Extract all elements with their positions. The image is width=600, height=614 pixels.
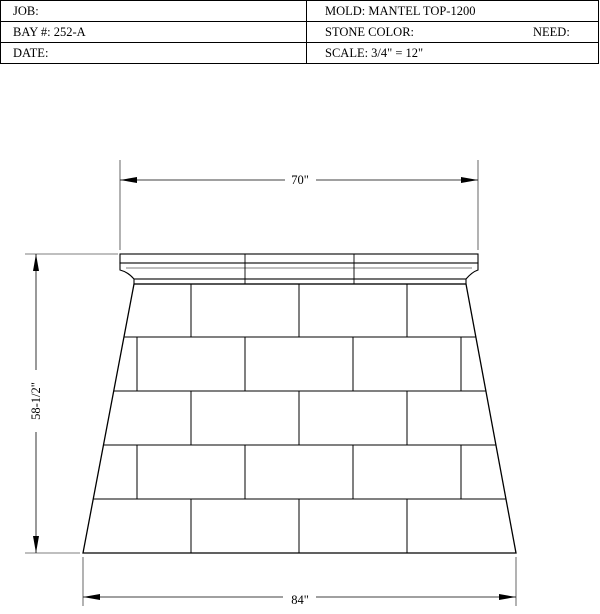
mold-field: MOLD: MANTEL TOP-1200 (307, 1, 599, 22)
top-arrow-left (120, 177, 137, 183)
base-width-label: 84" (291, 593, 309, 607)
need-field: NEED: (533, 25, 570, 39)
drawing-area (0, 66, 600, 609)
stone-color-field: STONE COLOR: (325, 25, 415, 39)
base-arrow-left (83, 594, 100, 600)
height-label: 58-1/2" (29, 382, 43, 420)
bay-field: BAY #: 252-A (1, 22, 307, 43)
stone-body (60, 284, 540, 553)
cap-molding (120, 263, 478, 279)
stone-courses (60, 284, 540, 553)
date-field: DATE: (1, 43, 307, 64)
title-row-1 (1, 1, 599, 22)
mantel-drawing (0, 66, 600, 609)
height-arrow-bottom (33, 536, 39, 553)
top-arrow-right (461, 177, 478, 183)
base-arrow-right (499, 594, 516, 600)
title-row-3 (1, 43, 599, 64)
cap-top-band (120, 254, 478, 263)
title-block-table (0, 0, 599, 64)
cap-fillet (134, 279, 466, 284)
height-arrow-top (33, 254, 39, 271)
title-block (0, 0, 600, 66)
job-field: JOB: (1, 1, 307, 22)
scale-field: SCALE: 3/4" = 12" (307, 43, 599, 64)
top-width-label: 70" (291, 173, 309, 187)
mantel-cap (120, 254, 478, 284)
stone-color-cell (307, 22, 599, 43)
title-row-2 (1, 22, 599, 43)
